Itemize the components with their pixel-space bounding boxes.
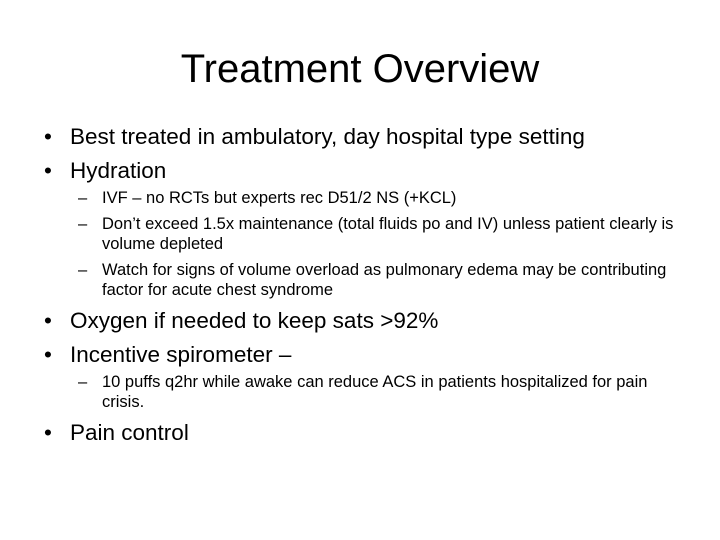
sub-bullet-list — [70, 372, 684, 412]
bullet-text: Hydration — [70, 158, 167, 183]
bullet-text: Pain control — [70, 420, 189, 445]
sub-bullet-item — [70, 260, 684, 300]
bullet-item — [44, 122, 684, 152]
sub-bullet-text: IVF – no RCTs but experts rec D51/2 NS (+KCL) — [102, 189, 457, 207]
dash-icon: – — [78, 189, 88, 207]
sub-bullet-text: 10 puffs q2hr while awake can reduce ACS in patients hospitalized for pain crisis. — [102, 373, 648, 411]
bullet-item — [44, 340, 684, 412]
dash-icon: – — [78, 215, 88, 233]
bullet-item — [44, 306, 684, 336]
bullet-icon: • — [44, 158, 52, 183]
bullet-item — [44, 418, 684, 448]
bullet-text: Incentive spirometer – — [70, 342, 292, 367]
slide-title: Treatment Overview — [180, 47, 540, 91]
sub-bullet-item — [70, 372, 684, 412]
bullet-text: Oxygen if needed to keep sats >92% — [70, 308, 439, 333]
bullet-icon: • — [44, 124, 52, 149]
bullet-icon: • — [44, 308, 52, 333]
bullet-icon: • — [44, 342, 52, 367]
sub-bullet-item — [70, 214, 684, 254]
bullet-list — [44, 122, 684, 452]
sub-bullet-text: Watch for signs of volume overload as pulmonary edema may be contributing factor for acute chest syndrome — [102, 261, 667, 299]
sub-bullet-text: Don’t exceed 1.5x maintenance (total fluids po and IV) unless patient clearly is volume depleted — [102, 215, 674, 253]
sub-bullet-list — [70, 188, 684, 300]
bullet-item — [44, 156, 684, 300]
bullet-icon: • — [44, 420, 52, 445]
dash-icon: – — [78, 373, 88, 391]
dash-icon: – — [78, 261, 88, 279]
sub-bullet-item — [70, 188, 684, 208]
bullet-text: Best treated in ambulatory, day hospital type setting — [70, 124, 585, 149]
